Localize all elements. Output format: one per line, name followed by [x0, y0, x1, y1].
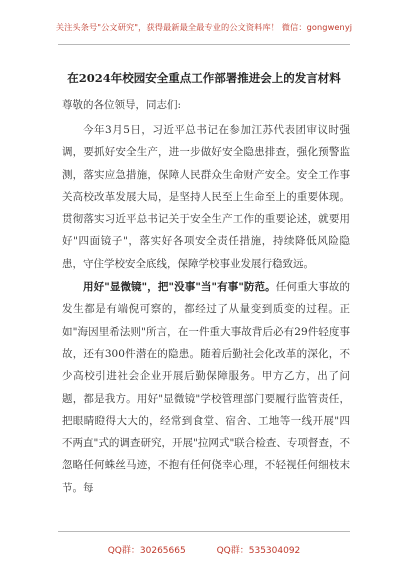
- footer-divider: [58, 531, 350, 532]
- paragraph-2: [62, 276, 350, 499]
- document-body: [62, 119, 350, 499]
- footer: [0, 543, 408, 556]
- header-promo-note: 关注头条号"公文研究"，获得最新最全最专业的公文资料库！ 微信：gongwenyj: [55, 22, 353, 32]
- paragraph-2-body: 任何重大事故的发生都是有端倪可察的，都经过了从量变到质变的过程。正如"海因里希法则"所言，在一件重大事故背后必有29件轻度事故，还有300件潜在的隐患。随着后勤社会化改革的深化，不少高校引进社会企业开展后勤保障服务。甲方乙方，出了问题，都是我方。用好"显微镜"学校管理部门要履行监管责任，把眼睛瞪得大大的，经常到食堂、宿舍、工地等一线开展"四不两直"式的调查研究，开展"拉网式"联合检查、专项督查，不忽略任何蛛丝马迹，不抱有任何侥幸心理，不轻视任何细枝末节。每: [62, 281, 351, 494]
- footer-qq-group-2: QQ群：535304092: [216, 546, 301, 556]
- document-title: 在2024年校园安全重点工作部署推进会上的发言材料: [67, 71, 341, 85]
- paragraph-2-lead: 用好"显微镜"，把"没事"当"有事"防范。: [83, 281, 276, 294]
- footer-qq-group-1: QQ群：30265665: [107, 546, 186, 556]
- header-divider: [58, 44, 350, 45]
- salutation: 尊敬的各位领导，同志们:: [62, 99, 182, 111]
- paragraph-1: 今年3月5日，习近平总书记在参加江苏代表团审议时强调，要抓好安全生产，进一步做好安全隐患排查，强化预警监测，落实应急措施，保障人民群众生命财产安全。安全工作事关高校改革发展大局，是坚持人民至上生命至上的重要体现。贯彻落实习近平总书记关于安全生产工作的重要论述，就要用好"四面镜子"，落实好各项安全责任措施，持续降低风险隐患，守住学校安全底线，保障学校事业发展行稳致远。: [62, 124, 350, 270]
